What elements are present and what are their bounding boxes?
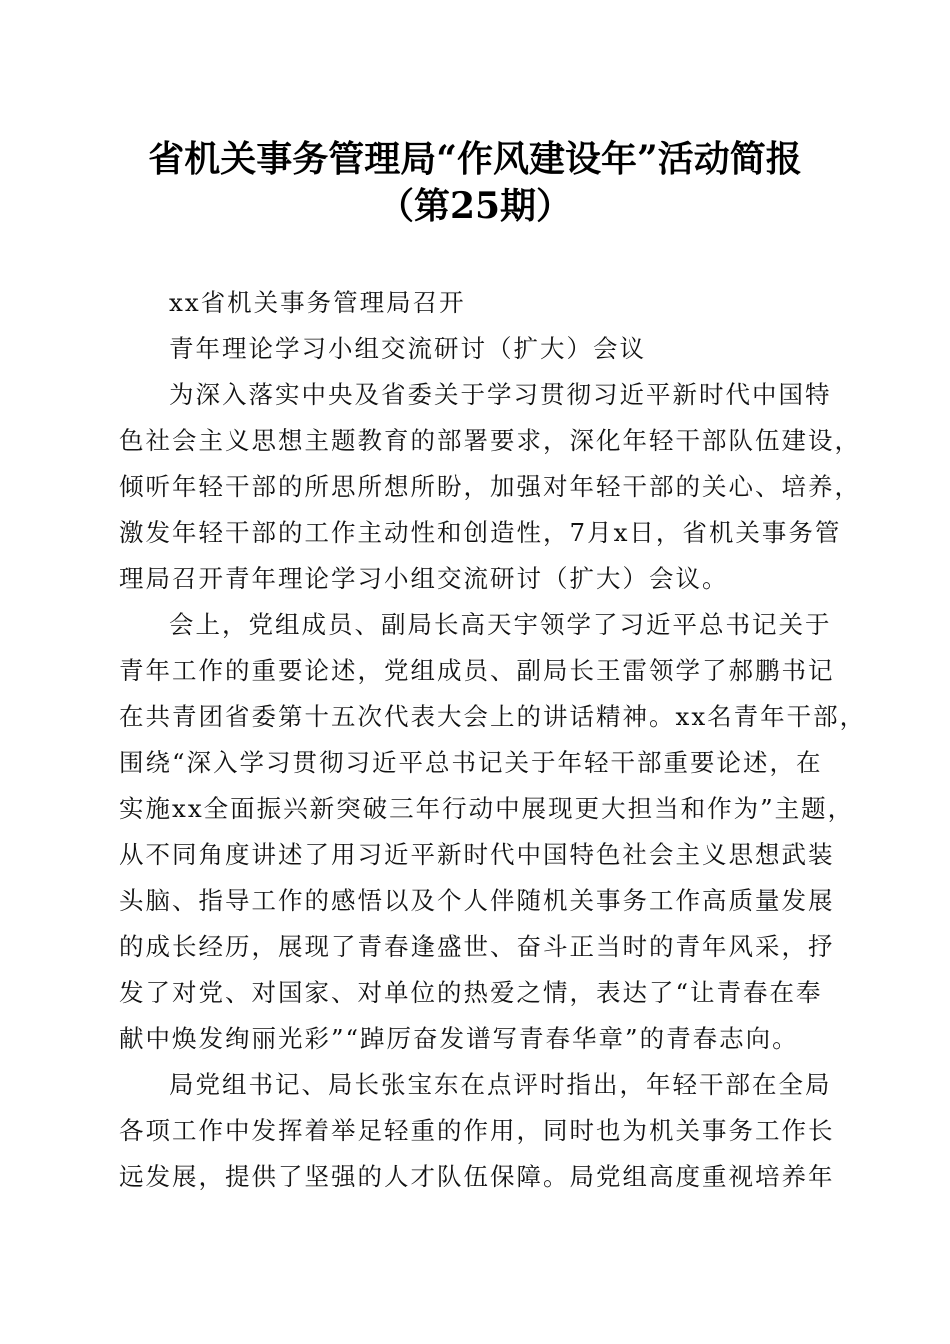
- paragraph-line: 会上，党组成员、副局长高天宇领学了习近平总书记关于: [169, 610, 832, 639]
- paragraph-line: 为深入落实中央及省委关于学习贯彻习近平新时代中国特: [169, 380, 832, 409]
- paragraph-line: 激发年轻干部的工作主动性和创造性，7月x日，省机关事务管: [119, 518, 842, 547]
- paragraph-line: 从不同角度讲述了用习近平新时代中国特色社会主义思想武装: [119, 840, 835, 869]
- paragraph-line: 色社会主义思想主题教育的部署要求，深化年轻干部队伍建设，: [119, 426, 861, 455]
- paragraph-line: 献中焕发绚丽光彩”“踔厉奋发谱写青春华章”的青春志向。: [119, 1024, 799, 1053]
- paragraph-line: 的成长经历，展现了青春逢盛世、奋斗正当时的青年风采，抒: [119, 932, 835, 961]
- paragraph-line: 各项工作中发挥着举足轻重的作用，同时也为机关事务工作长: [119, 1116, 835, 1145]
- paragraph-line: 局党组书记、局长张宝东在点评时指出，年轻干部在全局: [169, 1070, 832, 1099]
- subtitle-line: xx省机关事务管理局召开: [169, 288, 466, 317]
- paragraph-line: 在共青团省委第十五次代表大会上的讲话精神。xx名青年干部，: [119, 702, 867, 731]
- issue-number: （第25期）: [377, 185, 573, 227]
- paragraph-line: 实施xx全面振兴新突破三年行动中展现更大担当和作为”主题，: [119, 794, 855, 823]
- paragraph-line: 发了对党、对国家、对单位的热爱之情，表达了“让青春在奉: [119, 978, 823, 1007]
- document-body: [119, 280, 867, 1200]
- paragraph-line: 远发展，提供了坚强的人才队伍保障。局党组高度重视培养年: [119, 1162, 835, 1191]
- paragraph-line: 青年工作的重要论述，党组成员、副局长王雷领学了郝鹏书记: [119, 656, 835, 685]
- document-title: 省机关事务管理局“作风建设年”活动简报: [148, 138, 802, 180]
- title-block: [0, 136, 950, 230]
- subtitle-line: 青年理论学习小组交流研讨（扩大）会议: [169, 334, 646, 363]
- paragraph-line: 头脑、指导工作的感悟以及个人伴随机关事务工作高质量发展: [119, 886, 835, 915]
- paragraph-line: 围绕“深入学习贯彻习近平总书记关于年轻干部重要论述，在: [119, 748, 823, 777]
- paragraph-line: 倾听年轻干部的所思所想所盼，加强对年轻干部的关心、培养，: [119, 472, 861, 501]
- paragraph-line: 理局召开青年理论学习小组交流研讨（扩大）会议。: [119, 564, 729, 593]
